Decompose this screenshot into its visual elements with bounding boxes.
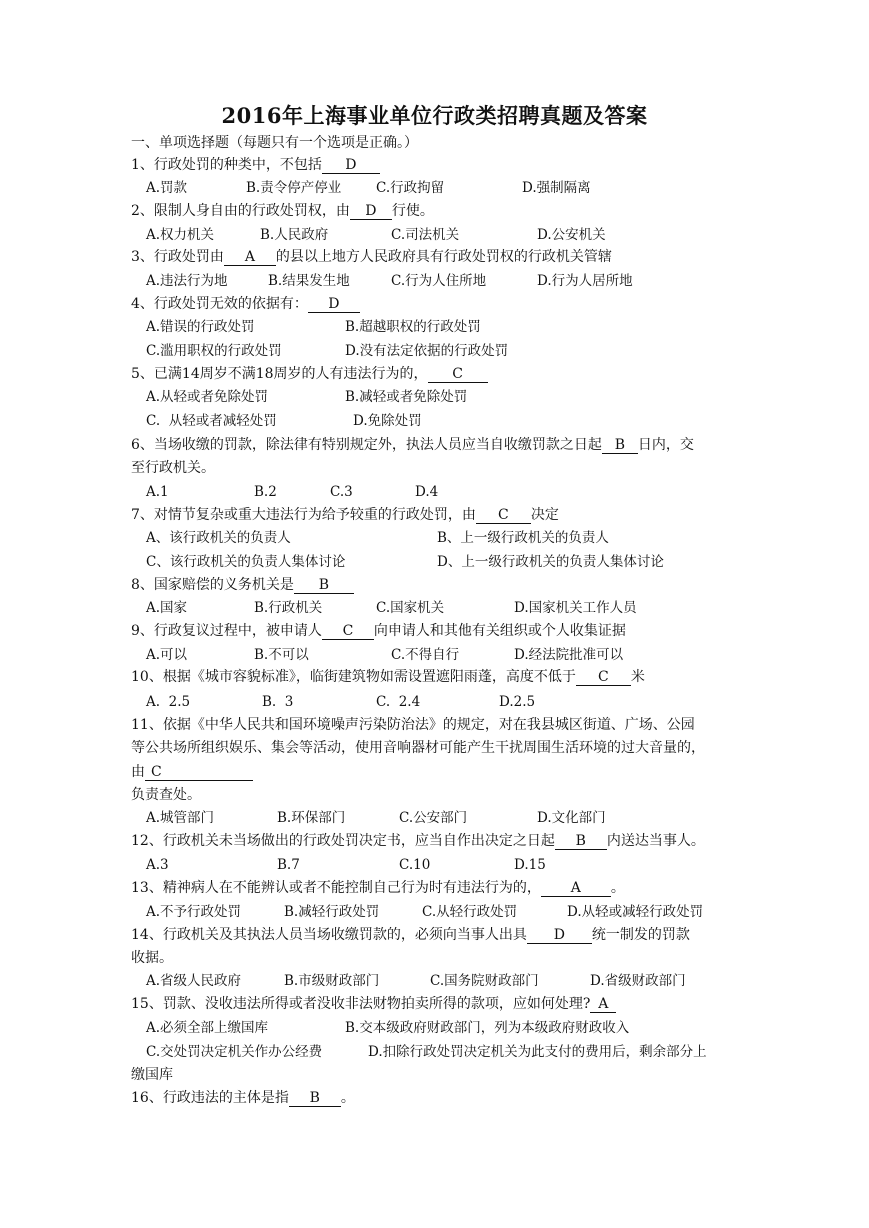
question-11: 11、依据《中华人民共和国环境噪声污染防治法》的规定，对在我县城区街道、广场、公园 (131, 717, 695, 733)
question-text-tail: 决定 (530, 507, 559, 523)
option-a: A.不予行政处罚 (146, 904, 242, 920)
option-a: A.错误的行政处罚 (146, 319, 255, 335)
question-text: 9、行政复议过程中，被申请人 (131, 623, 322, 639)
question-6 (131, 435, 694, 455)
answer-blank: C (145, 764, 253, 781)
answer-blank: D (527, 927, 592, 944)
option-b: B.环保部门 (277, 810, 346, 826)
option-c: C.不得自行 (391, 647, 460, 663)
question-16 (131, 1088, 355, 1108)
answer-blank: C (476, 507, 531, 524)
question-text-tail: 日内，交 (637, 437, 694, 453)
answer-blank: B (555, 833, 607, 850)
option-a: A.违法行为地 (146, 273, 228, 289)
answer-blank: C (322, 623, 374, 640)
option-d: D.从轻或减轻行政处罚 (567, 904, 704, 920)
option-c: C.交处罚决定机关作办公经费 (146, 1044, 323, 1060)
option-c: C.滥用职权的行政处罚 (146, 343, 282, 359)
option-d: D.4 (415, 484, 439, 500)
question-text-tail: 统一制发的罚款 (591, 927, 690, 943)
option-a: A. 2.5 (146, 694, 191, 710)
question-text: 16、行政违法的主体是指 (131, 1090, 289, 1106)
option-b: B.减轻或者免除处罚 (345, 389, 468, 405)
option-c: C.行政拘留 (376, 180, 445, 196)
option-c: C. 从轻或者减轻处罚 (146, 413, 277, 429)
option-d: D.扣除行政处罚决定机关为此支付的费用后，剩余部分上 (368, 1044, 707, 1060)
question-15-continued: 缴国库 (131, 1067, 173, 1083)
answer-blank: B (294, 577, 354, 594)
option-b: B.责令停产停业 (246, 180, 342, 196)
option-a: A.权力机关 (146, 227, 215, 243)
question-1 (131, 155, 380, 175)
option-c: C.国务院财政部门 (430, 973, 539, 989)
question-4 (131, 294, 360, 314)
answer-blank: D (350, 203, 392, 220)
question-text: 15、罚款、没收违法所得或者没收非法财物拍卖所得的款项，应如何处理? (131, 996, 591, 1012)
question-3 (131, 247, 612, 267)
option-d: D.2.5 (499, 694, 536, 710)
question-text: 10、根据《城市容貌标准》，临街建筑物如需设置遮阳雨蓬，高度不低于 (131, 669, 576, 685)
option-b: B.人民政府 (260, 227, 329, 243)
option-d: D.行为人居所地 (537, 273, 633, 289)
option-b: B.行政机关 (254, 600, 323, 616)
question-10 (131, 667, 645, 687)
option-a: A.3 (146, 857, 169, 873)
answer-blank: B (602, 437, 638, 454)
question-14-continued: 收据。 (131, 950, 173, 966)
option-b: B.7 (277, 857, 300, 873)
option-b: B.超越职权的行政处罚 (345, 319, 481, 335)
question-text: 13、精神病人在不能辨认或者不能控制自己行为时有违法行为的， (131, 880, 541, 896)
option-d: D、上一级行政机关的负责人集体讨论 (437, 554, 664, 570)
option-c: C.3 (330, 484, 353, 500)
option-c: C.国家机关 (376, 600, 445, 616)
option-a: A.罚款 (146, 180, 188, 196)
question-14 (131, 925, 690, 945)
option-d: D.免除处罚 (353, 413, 422, 429)
question-text: 12、行政机关未当场做出的行政处罚决定书，应当自作出决定之日起 (131, 833, 555, 849)
option-d: D.经法院批准可以 (514, 647, 624, 663)
option-b: B.2 (254, 484, 277, 500)
answer-blank: A (224, 249, 276, 266)
question-text-tail: 的县以上地方人民政府具有行政处罚权的行政机关管辖 (275, 249, 612, 265)
option-b: B.市级财政部门 (284, 973, 380, 989)
question-text: 5、已满14周岁不满18周岁的人有违法行为的， (131, 366, 428, 382)
option-a: A.国家 (146, 600, 188, 616)
answer-blank: D (322, 157, 380, 174)
option-a: A.1 (146, 484, 169, 500)
question-11-line-3 (131, 762, 253, 782)
question-13 (131, 878, 625, 898)
question-7 (131, 505, 559, 525)
question-text-tail: 行使。 (391, 203, 434, 219)
question-text: 8、国家赔偿的义务机关是 (131, 577, 294, 593)
answer-blank: A (590, 996, 616, 1013)
question-text: 由 (131, 764, 145, 780)
question-9 (131, 621, 626, 641)
answer-blank: B (289, 1090, 341, 1107)
answer-blank: D (308, 296, 360, 313)
option-d: D.没有法定依据的行政处罚 (345, 343, 509, 359)
option-c: C.司法机关 (391, 227, 460, 243)
option-b: B. 3 (262, 694, 294, 710)
question-text-tail: 内送达当事人。 (606, 833, 705, 849)
option-d: D.国家机关工作人员 (514, 600, 637, 616)
option-b: B.减轻行政处罚 (284, 904, 380, 920)
option-d: D.公安机关 (537, 227, 606, 243)
question-2 (131, 201, 434, 221)
option-a: A.必须全部上缴国库 (146, 1020, 269, 1036)
question-text: 7、对情节复杂或重大违法行为给予较重的行政处罚，由 (131, 507, 476, 523)
option-b: B、上一级行政机关的负责人 (437, 530, 609, 546)
option-c: C.行为人住所地 (391, 273, 487, 289)
question-text-tail: 米 (630, 669, 645, 685)
page-title: 2016年上海事业单位行政类招聘真题及答案 (221, 103, 648, 128)
option-c: C.公安部门 (399, 810, 468, 826)
option-a: A.省级人民政府 (146, 973, 242, 989)
question-text-tail: 。 (610, 880, 625, 896)
option-a: A.可以 (146, 647, 188, 663)
option-c: C. 2.4 (376, 694, 421, 710)
question-text-tail: 向申请人和其他有关组织或个人收集证据 (373, 623, 626, 639)
answer-blank: C (428, 366, 488, 383)
question-15 (131, 994, 616, 1014)
option-b: B.不可以 (254, 647, 309, 663)
question-5 (131, 364, 488, 384)
question-text: 3、行政处罚由 (131, 249, 224, 265)
option-c: C.10 (399, 857, 431, 873)
option-c: C、该行政机关的负责人集体讨论 (146, 554, 346, 570)
question-text: 6、当场收缴的罚款，除法律有特别规定外，执法人员应当自收缴罚款之日起 (131, 437, 602, 453)
option-b: B.结果发生地 (268, 273, 350, 289)
question-11-continued: 负责查处。 (131, 787, 201, 803)
section-heading: 一、单项选择题（每题只有一个选项是正确。） (131, 135, 418, 151)
question-text: 2、限制人身自由的行政处罚权，由 (131, 203, 350, 219)
question-11-line-2: 等公共场所组织娱乐、集会等活动，使用音响器材可能产生干扰周围生活环境的过大音量的， (131, 740, 705, 756)
option-c: C.从轻行政处罚 (422, 904, 518, 920)
answer-blank: A (541, 880, 611, 897)
option-a: A、该行政机关的负责人 (146, 530, 291, 546)
question-text: 4、行政处罚无效的依据有： (131, 296, 308, 312)
option-d: D.文化部门 (537, 810, 606, 826)
question-text: 1、行政处罚的种类中，不包括 (131, 157, 322, 173)
question-6-continued: 至行政机关。 (131, 460, 215, 476)
option-d: D.强制隔离 (522, 180, 591, 196)
option-a: A.从轻或者免除处罚 (146, 389, 269, 405)
question-12 (131, 831, 705, 851)
option-b: B.交本级政府财政部门，列为本级政府财政收入 (345, 1020, 630, 1036)
answer-blank: C (576, 669, 631, 686)
option-a: A.城管部门 (146, 810, 215, 826)
question-text-tail: 。 (340, 1090, 355, 1106)
option-d: D.15 (514, 857, 546, 873)
question-8 (131, 575, 354, 595)
question-text: 14、行政机关及其执法人员当场收缴罚款的，必须向当事人出具 (131, 927, 527, 943)
option-d: D.省级财政部门 (590, 973, 686, 989)
